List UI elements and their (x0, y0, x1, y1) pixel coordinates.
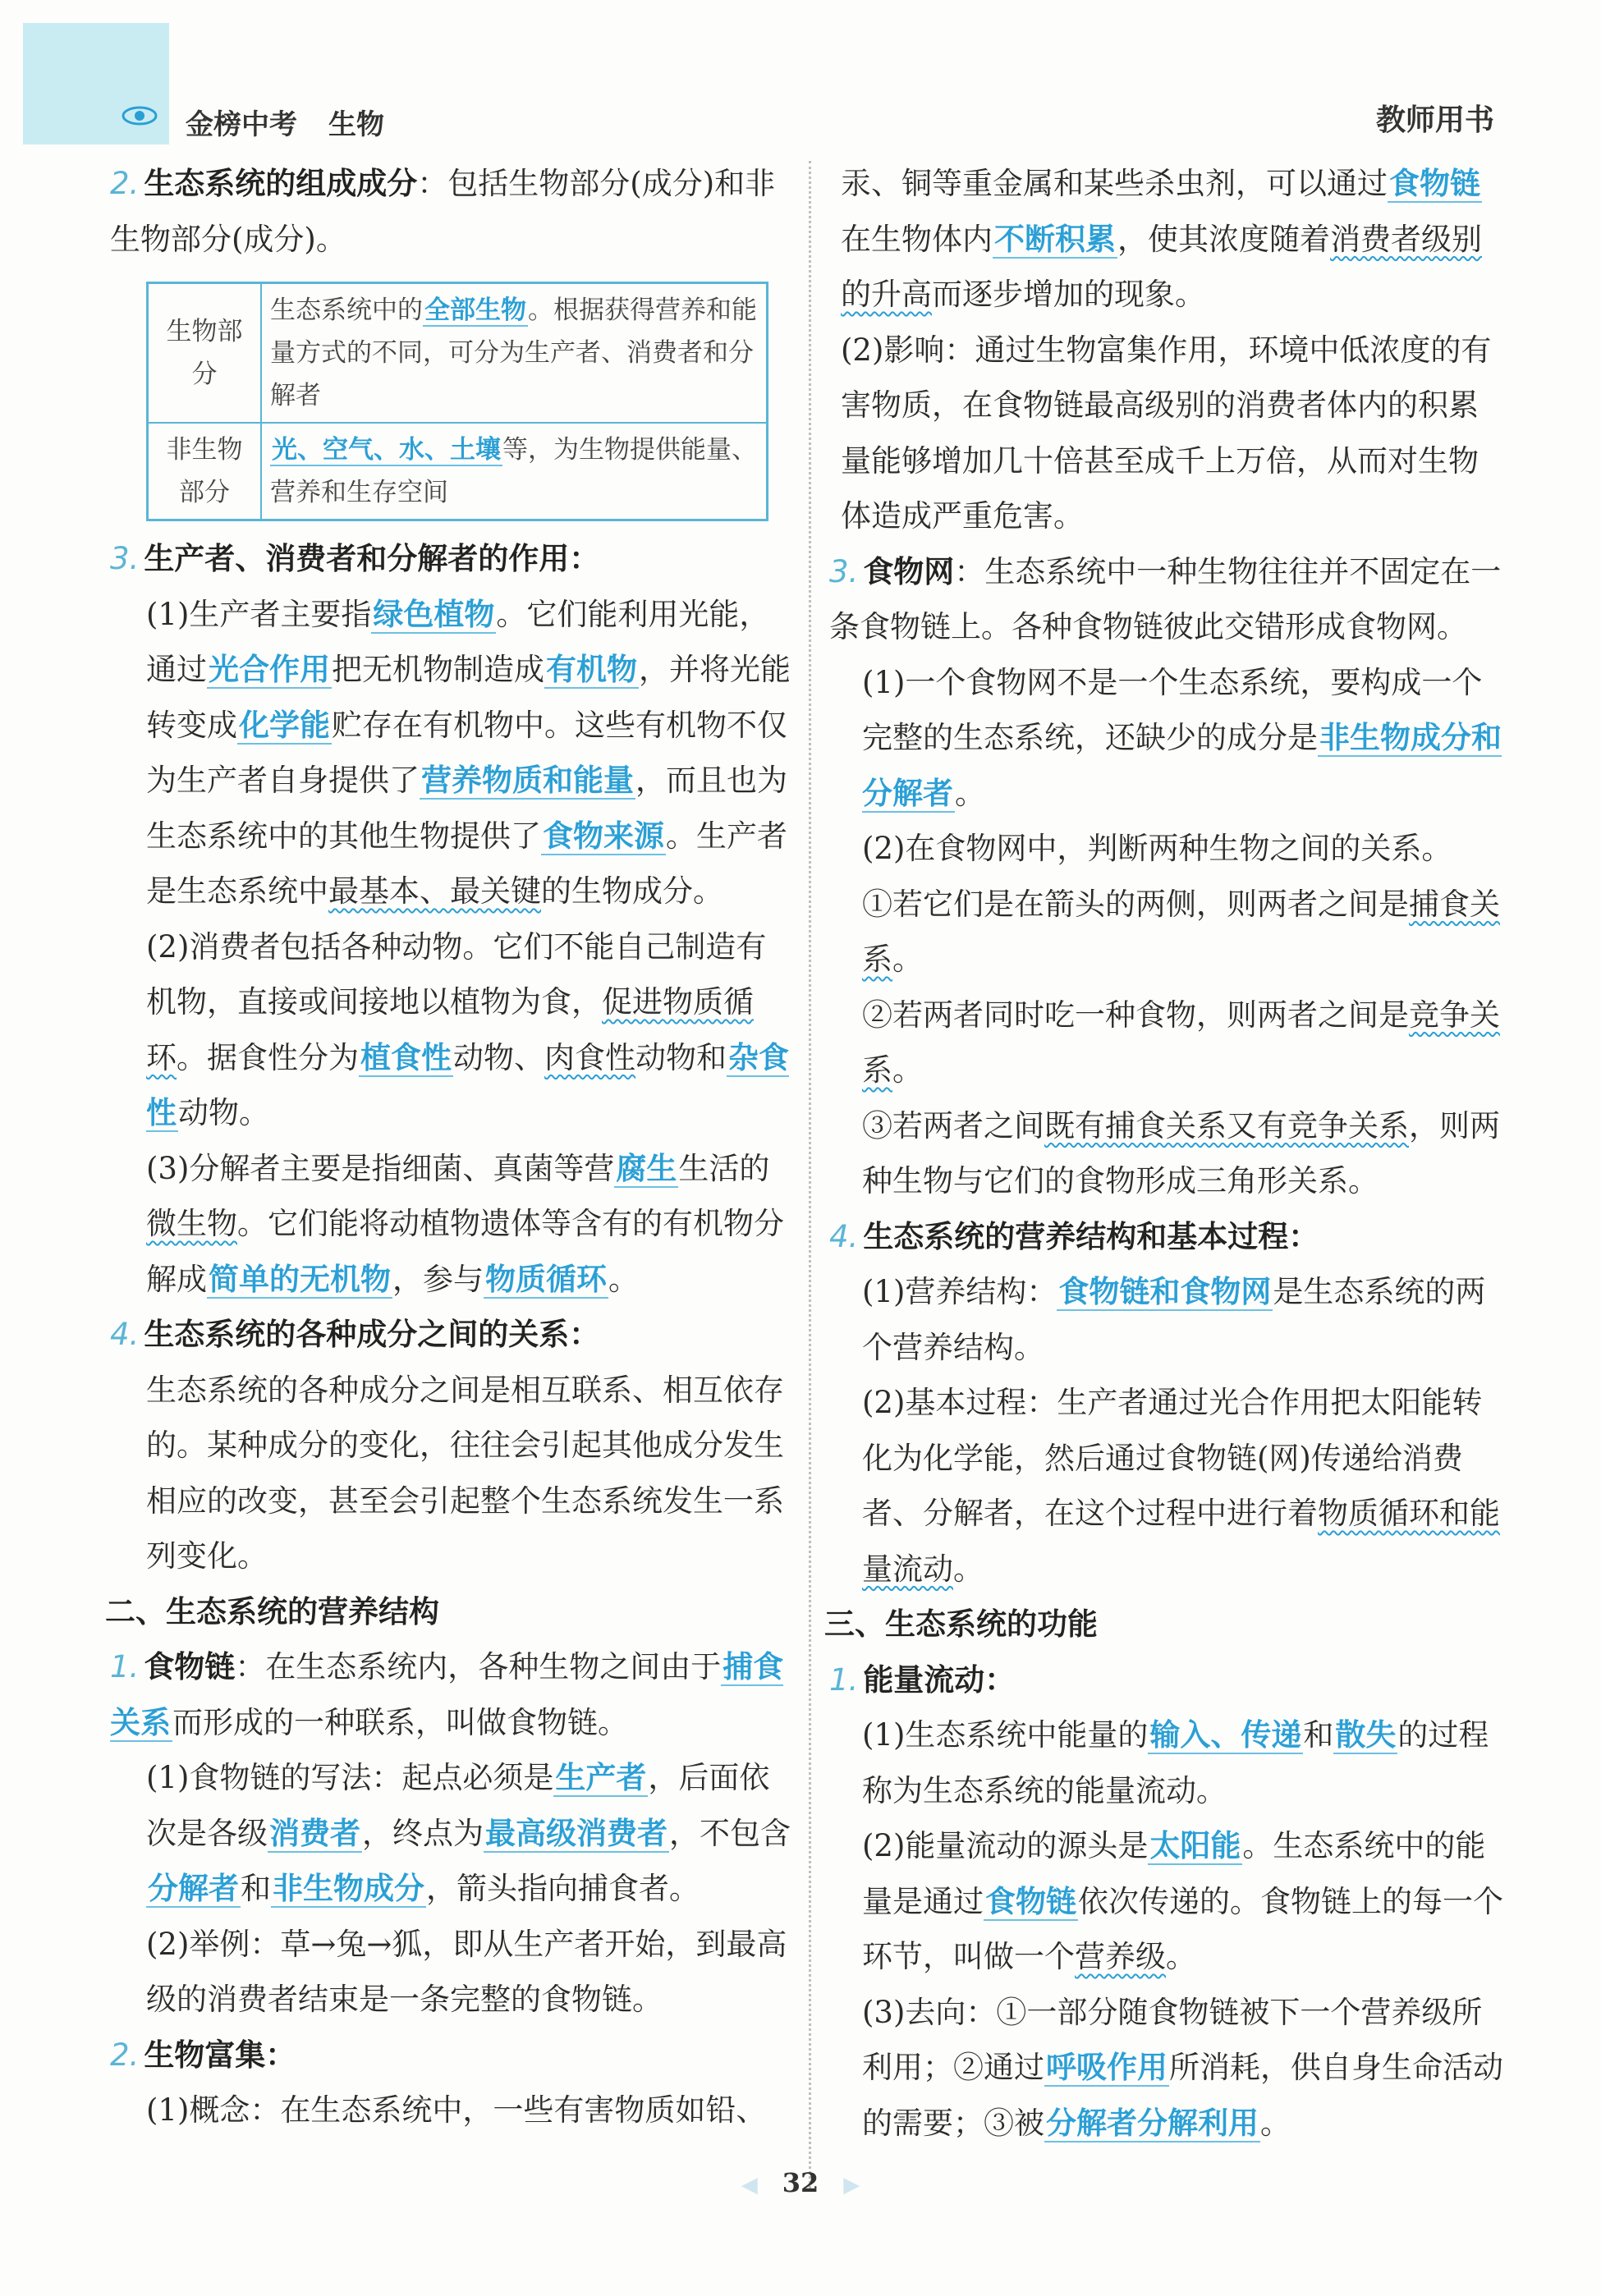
section-heading-3: 三、生态系统的功能 (824, 1606, 1098, 1642)
section-heading-2: 二、生态系统的营养结构 (105, 1593, 439, 1629)
food-web-note-1 (829, 655, 1507, 822)
answer: 呼吸作用 (1046, 2050, 1167, 2085)
answer: 营养物质和能量 (421, 763, 634, 798)
text: 而形成的一种联系，叫做食物链。 (172, 1704, 628, 1740)
emphasis: 消费者级别的升高 (841, 221, 1482, 312)
answer: 捕食关系 (110, 1649, 784, 1740)
answer: 食物链和食物网 (1058, 1274, 1272, 1309)
text: (2)能量流动的源头是 (862, 1828, 1149, 1863)
text: 动物和 (635, 1039, 727, 1075)
eye-logo-icon (122, 105, 158, 126)
answer: 非生物成分 (273, 1871, 424, 1906)
text: 。 (608, 1261, 639, 1297)
consumer-paragraph (110, 919, 791, 1141)
item-title: 生态系统的各种成分之间的关系： (144, 1317, 600, 1352)
item-number: 2. (110, 2037, 140, 2073)
text: 动物。 (178, 1095, 269, 1130)
text: 而逐步增加的现象。 (932, 277, 1205, 312)
answer: 食物链 (1389, 166, 1480, 201)
food-web-case-3 (829, 1098, 1507, 1209)
food-web-case-1 (829, 877, 1507, 988)
page-number: 32 (782, 2167, 819, 2198)
table-value (261, 423, 768, 520)
right-column (824, 156, 1507, 2151)
item-title: 能量流动： (863, 1661, 1016, 1698)
text: ③若两者之间 (862, 1107, 1044, 1143)
structure-item (829, 1209, 1507, 1265)
subject-name: 生物 (328, 108, 384, 141)
food-chain-example: (2)举例：草→兔→狐，即从生产者开始，到最高级的消费者结束是一条完整的食物链。 (146, 1926, 787, 2017)
text: 。 (892, 1052, 923, 1088)
structure-note-2 (829, 1375, 1507, 1597)
text: ：生态系统中一种生物往往并不固定在一条食物链上。各种食物链彼此交错形成食物网。 (829, 553, 1502, 644)
answer: 分解者 (148, 1871, 239, 1906)
text: 和 (1303, 1717, 1334, 1753)
emphasis: 肉食性 (544, 1039, 635, 1075)
answer: 腐生 (616, 1150, 677, 1186)
answer: 化学能 (239, 707, 330, 743)
right-arrow-icon: ▶ (843, 2173, 860, 2197)
text: 。生态系统中的能量是通过 (862, 1828, 1486, 1919)
left-arrow-icon: ◀ (741, 2173, 758, 2197)
item-number: 1. (110, 1649, 140, 1684)
biomagnification-item (110, 2028, 791, 2083)
text: 汞、铜等重金属和某些杀虫剂，可以通过 (841, 166, 1388, 201)
biomagnification-concept: (1)概念：在生态系统中，一些有害物质如铅、 (146, 2092, 767, 2128)
text: (1)生态系统中能量的 (862, 1717, 1149, 1753)
text: 。它们能将动植物遗体等含有的有机物分解成 (146, 1206, 784, 1297)
answer: 最高级消费者 (485, 1815, 667, 1851)
text: 。 (953, 1551, 984, 1587)
item-title: 生态系统的组成成分 (144, 166, 418, 201)
relations-paragraph: 生态系统的各种成分之间是相互联系、相互依存的。某种成分的变化，往往会引起其他成分发生相应的改变，甚至会引起整个生态系统发生一系列变化。 (146, 1372, 784, 1574)
text: (3)去向：①一部分随食物链被下一个营养级所利用；②通过 (862, 1994, 1483, 2085)
answer: 光合作用 (209, 652, 330, 687)
item-title: 生态系统的营养结构和基本过程： (863, 1218, 1319, 1254)
food-chain-writing (110, 1750, 791, 1917)
food-chain-item (110, 1639, 791, 1750)
text: 。据食性分为 (177, 1039, 359, 1075)
text: 在生物体内 (841, 221, 993, 257)
text: (2)基本过程：生产者通过光合作用把太阳能转化为化学能，然后通过食物链(网)传递给消费者、分解者，在这个过程中进行着 (862, 1385, 1483, 1531)
item-number: 4. (829, 1218, 859, 1254)
section-composition (110, 156, 791, 267)
text: (2)消费者包括各种动物。它们不能自己制造有机物，直接或间接地以植物为食， (146, 928, 767, 1020)
text: ，使其浓度随着 (1117, 221, 1330, 257)
text: 。 (1260, 2105, 1291, 2141)
item-number: 1. (829, 1661, 859, 1698)
food-web-note-2: (2)在食物网中，判断两种生物之间的关系。 (862, 831, 1452, 866)
text: ：在生态系统内，各种生物之间由于 (235, 1649, 722, 1684)
energy-flow-note-1 (829, 1707, 1507, 1818)
text: 。它们能利用光能，通过 (146, 596, 770, 687)
text: ，参与 (392, 1261, 484, 1297)
item-text: ：包括生物部分(成分)和非生物部分(成分)。 (110, 166, 776, 257)
answer: 散失 (1335, 1717, 1397, 1753)
text: 。根据获得营养和能量方式的不同，可分为生产者、消费者和分解者 (270, 296, 757, 410)
answer: 食物来源 (543, 818, 664, 854)
text: (1)食物链的写法：起点必须是 (146, 1760, 554, 1795)
text: (1)营养结构： (862, 1274, 1057, 1309)
answer: 物质循环 (485, 1261, 607, 1297)
energy-flow-item (829, 1652, 1507, 1708)
text: 的生物成分。 (541, 873, 723, 909)
text: 动物、 (453, 1039, 544, 1075)
text: ，而且也为生态系统中的其他生物提供了 (146, 763, 787, 854)
text: ，不包含 (669, 1815, 791, 1851)
text: 。 (1166, 1939, 1196, 1974)
food-web-case-2 (829, 988, 1507, 1098)
text: 是生态系统的两个营养结构。 (862, 1274, 1486, 1365)
text: 等，为生物提供能量、营养和生存空间 (270, 435, 757, 507)
emphasis: 最基本、最关键 (328, 873, 541, 909)
biomagnification-concept-cont (829, 156, 1507, 323)
left-column (105, 156, 791, 2138)
emphasis: 营养级 (1075, 1939, 1166, 1974)
answer: 太阳能 (1149, 1828, 1241, 1863)
item-number: 4. (110, 1317, 140, 1352)
text: ，并将光能转变成 (146, 652, 791, 743)
answer: 非生物成分和分解者 (862, 720, 1502, 811)
item-title: 生产者、消费者和分解者的作用： (144, 541, 600, 576)
emphasis: 物质循环和能量流动 (862, 1496, 1500, 1587)
answer: 绿色植物 (373, 596, 495, 632)
section-relations (110, 1307, 791, 1363)
text: (1)一个食物网不是一个生态系统，要构成一个完整的生态系统，还缺少的成分是 (862, 664, 1483, 755)
item-number: 3. (110, 541, 140, 576)
section-roles (110, 531, 791, 587)
table-row (148, 423, 768, 520)
answer: 植食性 (360, 1039, 452, 1075)
answer: 简单的无机物 (209, 1261, 391, 1297)
answer: 分解者分解利用 (1046, 2105, 1259, 2141)
item-title: 生物富集： (144, 2037, 296, 2073)
emphasis: 促进物质循环 (146, 984, 754, 1075)
emphasis: 竞争关系 (862, 997, 1500, 1088)
text: 依次传递的。食物链上的每一个环节，叫做一个 (862, 1883, 1503, 1974)
answer: 食物链 (985, 1883, 1076, 1919)
text: ，终点为 (362, 1815, 484, 1851)
answer: 全部生物 (424, 296, 526, 325)
text: ，箭头指向捕食者。 (426, 1871, 700, 1906)
table-value (261, 283, 768, 424)
text: 生活的 (678, 1150, 770, 1186)
text: 所消耗，供自身生命活动的需要；③被 (862, 2050, 1503, 2141)
answer: 杂食性 (146, 1039, 789, 1130)
text: 。 (955, 775, 985, 811)
text: ①若它们是在箭头的两侧，则两者之间是 (862, 886, 1409, 922)
answer: 有机物 (546, 652, 637, 687)
composition-table (146, 282, 768, 521)
item-title: 食物链 (144, 1649, 236, 1684)
table-row (148, 283, 768, 424)
energy-flow-note-2 (829, 1818, 1507, 1985)
answer: 输入、传递 (1149, 1717, 1302, 1753)
table-key: 生物部分 (148, 283, 262, 424)
text: 生态系统中的 (270, 296, 423, 325)
item-number: 2. (110, 166, 140, 201)
text: ，则两种生物与它们的食物形成三角形关系。 (862, 1107, 1500, 1198)
energy-flow-note-3 (829, 1985, 1507, 2152)
answer: 不断积累 (994, 221, 1116, 257)
page-footer (0, 2167, 1601, 2198)
text: 的过程称为生态系统的能量流动。 (862, 1717, 1489, 1808)
food-web-item (829, 544, 1507, 655)
structure-note-1 (829, 1264, 1507, 1375)
column-divider (809, 161, 811, 2188)
text: 把无机物制造成 (332, 652, 544, 687)
producer-paragraph (110, 587, 791, 919)
emphasis: 捕食关系 (862, 886, 1500, 977)
text: (3)分解者主要是指细菌、真菌等营 (146, 1150, 615, 1186)
item-number: 3. (829, 553, 859, 589)
emphasis: 既有捕食关系又有竞争关系 (1044, 1107, 1409, 1143)
text: 。生产者是生态系统中 (146, 818, 787, 909)
answer: 光、空气、水、土壤 (272, 435, 501, 465)
text: (1)生产者主要指 (146, 596, 372, 632)
text: ②若两者同时吃一种食物，则两者之间是 (862, 997, 1409, 1033)
text: 。 (892, 942, 923, 977)
answer: 生产者 (555, 1760, 647, 1795)
book-type: 教师用书 (1375, 103, 1494, 137)
item-title: 食物网 (863, 553, 955, 589)
biomagnification-impact: (2)影响：通过生物富集作用，环境中低浓度的有害物质，在食物链最高级别的消费者体内的积累量能够增加几十倍甚至成千上万倍，从而对生物体造成严重危害。 (841, 332, 1492, 534)
text: ，后面依次是各级 (146, 1760, 770, 1851)
answer: 消费者 (269, 1815, 360, 1851)
brand-name: 金榜中考 (186, 108, 297, 141)
text: 和 (241, 1871, 271, 1906)
decomposer-paragraph (110, 1141, 791, 1308)
text: 贮存在有机物中。这些有机物不仅为生产者自身提供了 (146, 707, 787, 798)
table-key: 非生物部分 (148, 423, 262, 520)
emphasis: 微生物 (146, 1206, 237, 1241)
